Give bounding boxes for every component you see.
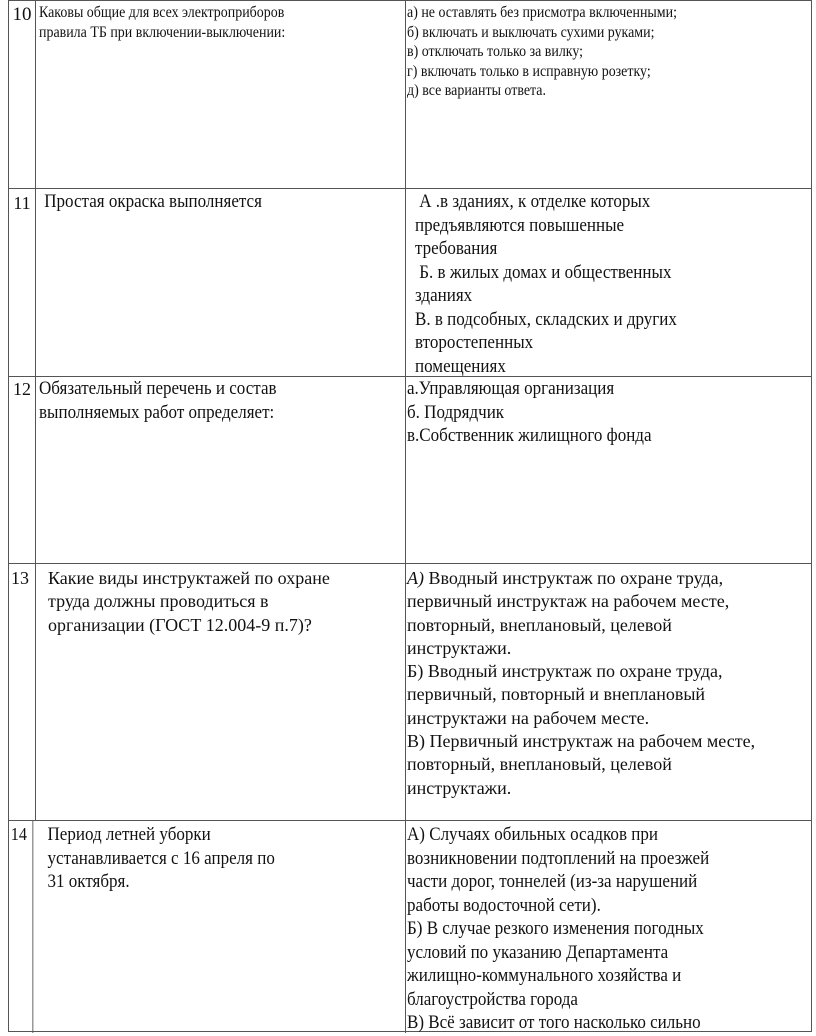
- question-cell: [36, 377, 406, 564]
- answer-option: а) не оставлять без присмотра включенными;: [407, 4, 677, 21]
- answer-option: Б. в жилых домах и общественных: [415, 262, 672, 283]
- answer-option: повторный, внеплановый, целевой: [407, 754, 672, 775]
- answers-cell: [406, 564, 811, 821]
- answer-option: первичный инструктаж на рабочем месте,: [407, 591, 730, 612]
- answer-option: зданиях: [415, 286, 473, 306]
- table-row-12: [9, 376, 811, 564]
- question-number: 14: [9, 821, 33, 1033]
- answer-option: В. в подсобных, складских и других: [415, 309, 677, 330]
- answer-option: первичный, повторный и внеплановый: [407, 684, 706, 705]
- answer-option: В) Всё зависит от того насколько сильно: [407, 1013, 701, 1033]
- answer-option: А .в зданиях, к отделке которых: [415, 192, 651, 212]
- answers-cell: [406, 821, 811, 1033]
- question-cell: [36, 189, 406, 377]
- answer-option: Б) Вводный инструктаж по охране труда,: [407, 661, 723, 682]
- quiz-table: [8, 0, 812, 1032]
- answer-option: возникновении подтоплений на проезжей: [407, 848, 710, 869]
- answer-option: а.Управляющая организация: [407, 379, 615, 399]
- answer-option: помещениях: [415, 356, 506, 377]
- question-number: 13: [9, 564, 36, 821]
- answers-cell: [406, 377, 811, 564]
- question-number: 12: [9, 377, 36, 564]
- answer-option: инструктажи на рабочем месте.: [407, 707, 650, 728]
- answer-option: инструктажи.: [407, 637, 512, 658]
- answer-option: инструктажи.: [407, 777, 512, 798]
- answer-option: [407, 567, 811, 590]
- answer-option: г) включать только в исправную розетку;: [407, 62, 651, 80]
- answers-cell: [406, 189, 811, 377]
- question-line: организации (ГОСТ 12.004-9 п.7)?: [39, 614, 312, 635]
- table-row-14: [9, 820, 811, 1033]
- answer-option: повторный, внеплановый, целевой: [407, 614, 672, 635]
- question-cell: [36, 821, 406, 1033]
- answer-option: работы водосточной сети).: [407, 895, 601, 916]
- answer-option: жилищно-коммунального хозяйства и: [407, 966, 682, 986]
- answer-option: б. Подрядчик: [407, 402, 505, 423]
- question-line: Период летней уборки: [39, 825, 211, 845]
- question-line: Простая окраска выполняется: [40, 192, 262, 212]
- question-line: труда должны проводиться в: [39, 591, 269, 612]
- answer-text: Вводный инструктаж по охране труда,: [424, 568, 724, 588]
- answer-option: второстепенных: [415, 333, 534, 353]
- answer-option: части дорог, тоннелей (из-за нарушений: [407, 872, 698, 892]
- question-line: Какие виды инструктажей по охране: [39, 568, 330, 588]
- question-line: 31 октября.: [39, 872, 130, 892]
- question-line: правила ТБ при включении-выключении:: [39, 23, 286, 41]
- question-number: 11: [9, 189, 36, 377]
- answer-option: благоустройства города: [407, 989, 578, 1010]
- answer-prefix: А): [407, 568, 424, 588]
- table-row-13: [9, 563, 811, 821]
- answer-option: предъявляются повышенные: [415, 215, 625, 236]
- question-line: Обязательный перечень и состав: [39, 379, 277, 399]
- answer-option: в.Собственник жилищного фонда: [407, 426, 652, 446]
- answer-option: б) включать и выключать сухими руками;: [407, 23, 655, 41]
- question-number: 10: [9, 1, 36, 189]
- question-cell: [36, 1, 406, 189]
- answer-option: д) все варианты ответа.: [407, 82, 546, 99]
- answer-option: В) Первичный инструктаж на рабочем месте,: [407, 731, 756, 752]
- table-row-10: [9, 0, 811, 189]
- question-line: устанавливается с 16 апреля по: [39, 848, 275, 869]
- answer-option: требования: [415, 239, 498, 259]
- answer-option: условий по указанию Департамента: [407, 942, 669, 963]
- answer-option: А) Случаях обильных осадков при: [407, 825, 658, 845]
- question-cell: [36, 564, 406, 821]
- answers-cell: [406, 1, 811, 189]
- table-row-11: [9, 188, 811, 377]
- answer-option: в) отключать только за вилку;: [407, 43, 584, 60]
- answer-option: Б) В случае резкого изменения погодных: [407, 919, 704, 939]
- question-line: выполняемых работ определяет:: [39, 402, 275, 423]
- question-line: Каковы общие для всех электроприборов: [39, 4, 285, 21]
